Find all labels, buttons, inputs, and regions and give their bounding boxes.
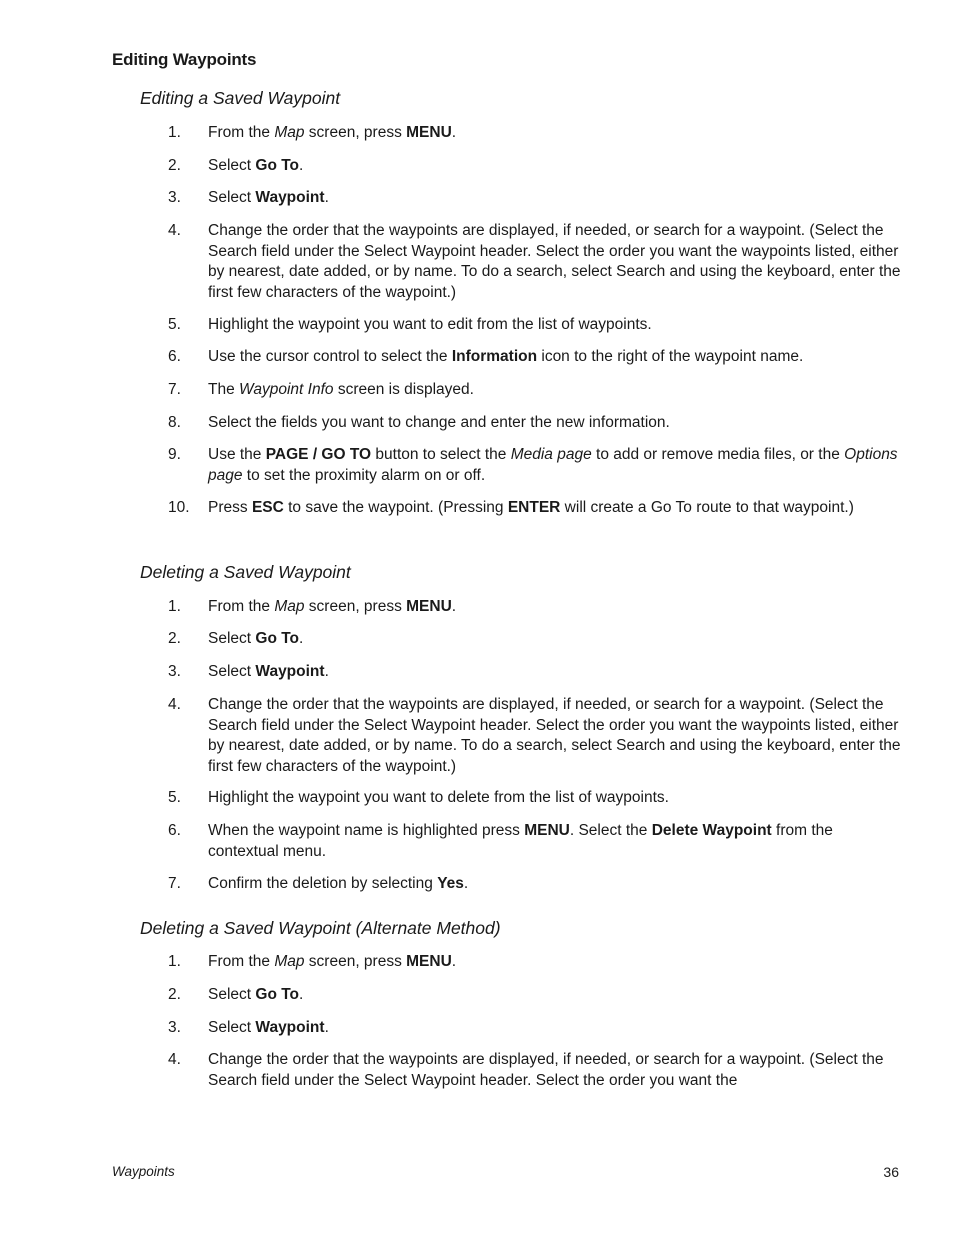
step-text	[208, 597, 903, 618]
step-number: 5.	[168, 316, 181, 333]
list-item	[168, 874, 903, 895]
bold-term: MENU	[406, 598, 452, 615]
bold-term: PAGE / GO TO	[265, 446, 372, 463]
step-text	[208, 985, 903, 1006]
bold-term: Go To	[255, 630, 300, 647]
text-run: screen, press	[304, 124, 407, 141]
italic-term: Map	[274, 953, 305, 970]
step-text	[208, 874, 903, 895]
list-item	[168, 985, 903, 1006]
step-number: 3.	[168, 663, 181, 680]
step-number: 8.	[168, 414, 181, 431]
step-text	[208, 629, 903, 650]
text-run: screen, press	[304, 953, 407, 970]
bold-term: Yes	[437, 875, 464, 892]
step-number: 4.	[168, 696, 181, 713]
step-text	[208, 498, 903, 519]
text-run: Select the fields you want to change and enter the new information.	[208, 414, 670, 431]
list-item	[168, 315, 903, 336]
step-text	[208, 821, 903, 862]
italic-term: Media page	[510, 446, 592, 463]
step-text	[208, 123, 903, 144]
step-number: 2.	[168, 986, 181, 1003]
page-title: Editing Waypoints	[112, 50, 257, 69]
list-item	[168, 221, 903, 303]
text-run: Select	[208, 1019, 256, 1036]
step-text	[208, 788, 903, 809]
text-run: Change the order that the waypoints are displayed, if needed, or search for a waypoint. (Select the Search field under the Select Waypoint header. Select the order you want the waypoints listed, either by nearest, date added, or by name. To do a search, select Search and using the keyboard, enter the first few characters of the waypoint.)	[208, 696, 901, 775]
text-run: .	[451, 124, 457, 141]
step-number: 4.	[168, 1051, 181, 1068]
text-run: Change the order that the waypoints are displayed, if needed, or search for a waypoint. (Select the Search field under the Select Waypoint header. Select the order you want the	[208, 1051, 884, 1089]
italic-term: Options page	[208, 446, 898, 484]
text-run: Highlight the waypoint you want to edit from the list of waypoints.	[208, 316, 652, 333]
text-run: Select	[208, 986, 256, 1003]
step-number: 9.	[168, 446, 181, 463]
list-item	[168, 1050, 903, 1091]
text-run: Use the cursor control to select the	[208, 348, 452, 365]
bold-term: ESC	[251, 499, 284, 516]
bold-term: MENU	[406, 124, 452, 141]
step-number: 7.	[168, 381, 181, 398]
text-run: .	[463, 875, 469, 892]
step-number: 1.	[168, 953, 181, 970]
text-run: Select	[208, 630, 256, 647]
text-run: From the	[208, 953, 275, 970]
text-run: .	[451, 598, 457, 615]
step-text	[208, 662, 903, 683]
list-item	[168, 380, 903, 401]
step-text	[208, 380, 903, 401]
section-heading: Deleting a Saved Waypoint	[140, 562, 351, 582]
text-run: Highlight the waypoint you want to delete from the list of waypoints.	[208, 789, 669, 806]
list-item	[168, 952, 903, 973]
text-run: .	[299, 986, 304, 1003]
step-text	[208, 445, 903, 486]
list-item	[168, 662, 903, 683]
list-item	[168, 123, 903, 144]
list-item	[168, 156, 903, 177]
list-item	[168, 629, 903, 650]
step-text	[208, 188, 903, 209]
italic-term: Waypoint Info	[239, 381, 334, 398]
text-run: .	[324, 1019, 329, 1036]
list-item	[168, 1018, 903, 1039]
step-number: 6.	[168, 822, 181, 839]
step-text	[208, 413, 903, 434]
step-text	[208, 952, 903, 973]
text-run: to add or remove media files, or the	[591, 446, 845, 463]
step-text	[208, 1018, 903, 1039]
text-run: screen, press	[304, 598, 407, 615]
list-item	[168, 498, 903, 519]
text-run: The	[208, 381, 240, 398]
step-number: 3.	[168, 1019, 181, 1036]
text-run: Confirm the deletion by selecting	[208, 875, 438, 892]
bold-term: Delete Waypoint	[651, 822, 772, 839]
list-item	[168, 413, 903, 434]
step-number: 2.	[168, 630, 181, 647]
text-run: from the contextual menu.	[208, 822, 833, 860]
step-text	[208, 221, 903, 303]
text-run: . Select the	[569, 822, 652, 839]
text-run: .	[324, 663, 329, 680]
text-run: From the	[208, 124, 275, 141]
step-text	[208, 156, 903, 177]
bold-term: Waypoint	[255, 663, 325, 680]
text-run: to set the proximity alarm on or off.	[242, 466, 486, 484]
bold-term: Waypoint	[255, 1019, 325, 1036]
list-item	[168, 821, 903, 862]
text-run: .	[451, 953, 457, 970]
text-run: screen is displayed.	[333, 381, 474, 398]
italic-term: Map	[274, 124, 305, 141]
step-number: 4.	[168, 222, 181, 239]
text-run: Select	[208, 157, 256, 174]
list-item	[168, 347, 903, 368]
list-item	[168, 597, 903, 618]
section-heading: Deleting a Saved Waypoint (Alternate Method)	[140, 918, 501, 938]
list-item	[168, 695, 903, 777]
text-run: When the waypoint name is highlighted press	[208, 822, 525, 839]
bold-term: Information	[451, 348, 538, 365]
step-number: 6.	[168, 348, 181, 365]
text-run: Change the order that the waypoints are displayed, if needed, or search for a waypoint. (Select the Search field under the Select Waypoint header. Select the order you want the waypoints listed, either by nearest, date added, or by name. To do a search, select Search and using the keyboard, enter the first few characters of the waypoint.)	[208, 222, 901, 301]
text-run: .	[299, 157, 304, 174]
bold-term: MENU	[524, 822, 570, 839]
text-run: .	[299, 630, 304, 647]
list-item	[168, 188, 903, 209]
step-text	[208, 1050, 903, 1091]
text-run: to save the waypoint. (Pressing	[283, 499, 508, 516]
text-run: Press	[208, 499, 252, 516]
bold-term: ENTER	[507, 499, 561, 516]
step-number: 5.	[168, 789, 181, 806]
step-number: 1.	[168, 598, 181, 615]
list-item	[168, 788, 903, 809]
text-run: will create a Go To route to that waypoint.)	[560, 499, 854, 516]
step-text	[208, 315, 903, 336]
step-text	[208, 695, 903, 777]
italic-term: Map	[274, 598, 305, 615]
bold-term: Go To	[255, 157, 300, 174]
text-run: Select	[208, 189, 256, 206]
step-number: 1.	[168, 124, 181, 141]
footer-section-name: Waypoints	[112, 1164, 175, 1179]
bold-term: Go To	[255, 986, 300, 1003]
step-number: 7.	[168, 875, 181, 892]
text-run: Use the	[208, 446, 266, 463]
bold-term: Waypoint	[255, 189, 325, 206]
step-number: 10.	[168, 499, 190, 516]
bold-term: MENU	[406, 953, 452, 970]
step-number: 3.	[168, 189, 181, 206]
text-run: .	[324, 189, 329, 206]
text-run: Select	[208, 663, 256, 680]
page-number: 36	[883, 1164, 899, 1180]
step-text	[208, 347, 903, 368]
text-run: button to select the	[371, 446, 511, 463]
section-heading: Editing a Saved Waypoint	[140, 88, 341, 108]
list-item	[168, 445, 903, 486]
step-number: 2.	[168, 157, 181, 174]
text-run: From the	[208, 598, 275, 615]
text-run: icon to the right of the waypoint name.	[537, 348, 804, 365]
